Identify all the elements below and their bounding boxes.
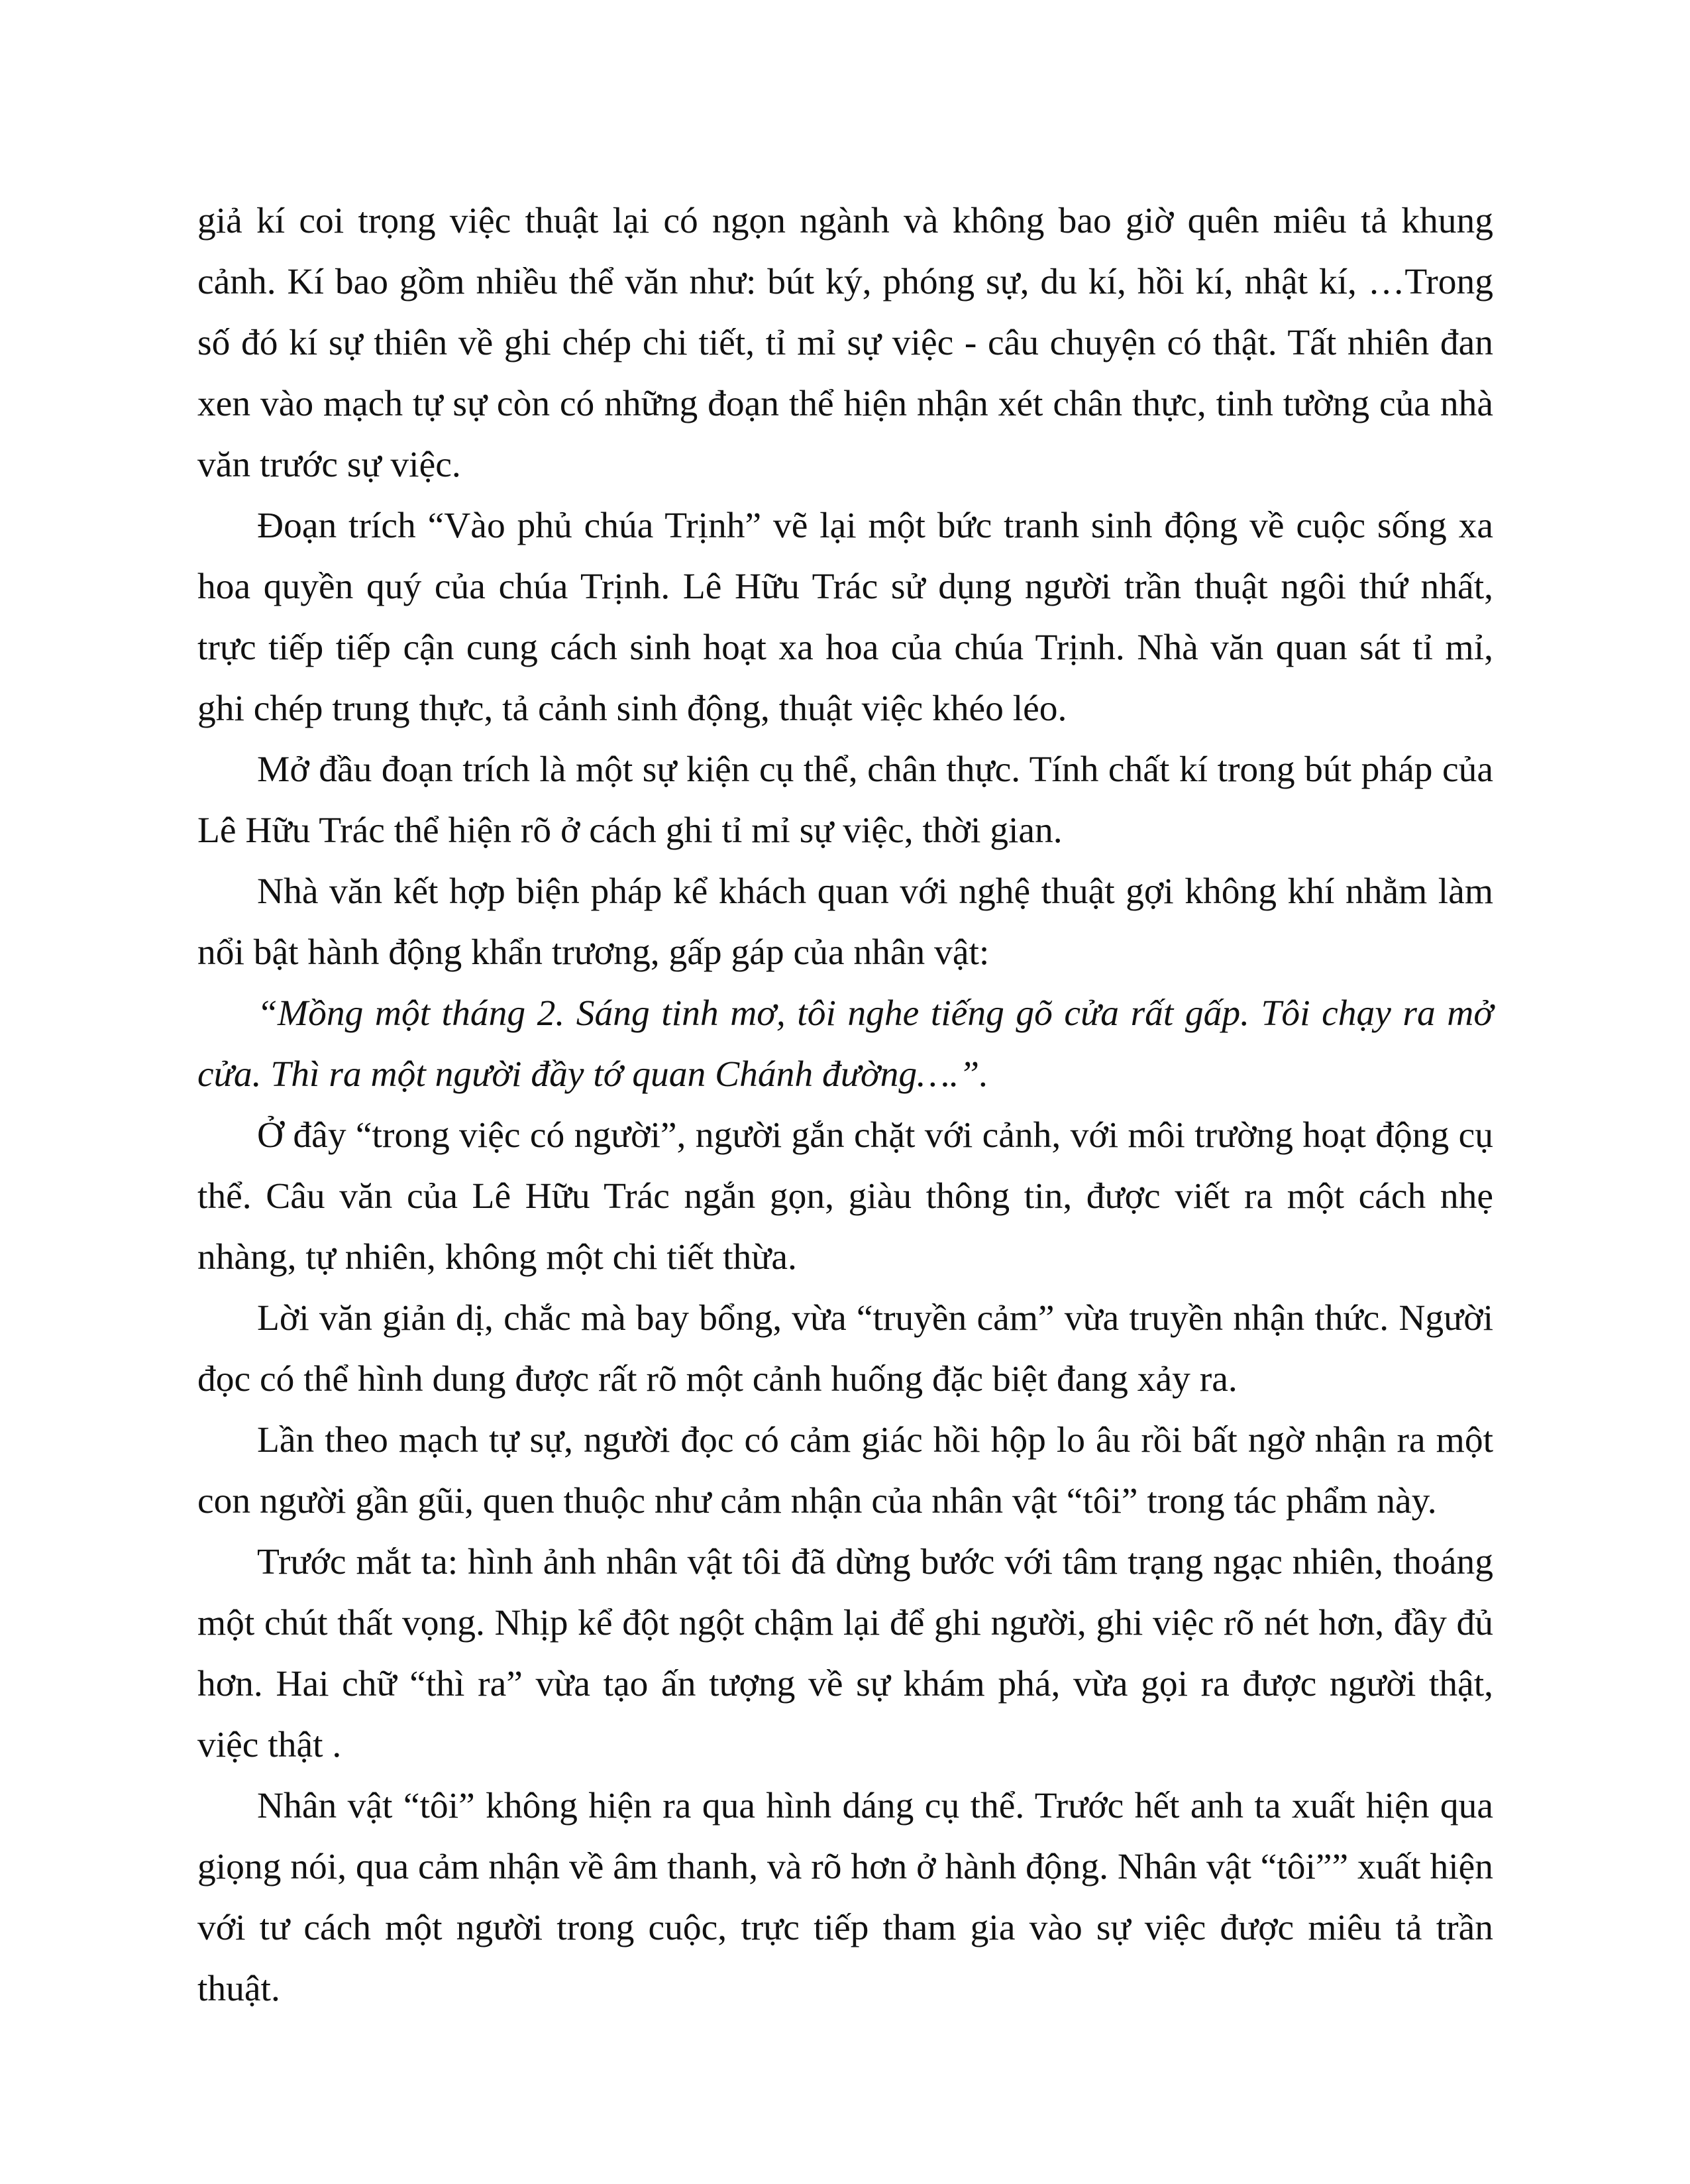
paragraph-continuation: giả kí coi trọng việc thuật lại có ngọn ngành và không bao giờ quên miêu tả khung cảnh. Kí bao gồm nhiều thể văn như: bút ký, phóng sự, du kí, hồi kí, nhật kí, …Trong số đó kí sự thiên về ghi chép chi tiết, tỉ mỉ sự việc - câu chuyện có thật. Tất nhiên đan xen vào mạch tự sự còn có những đoạn thể hiện nhận xét chân thực, tinh tường của nhà văn trước sự việc. — [197, 201, 1493, 485]
paragraph: Lần theo mạch tự sự, người đọc có cảm giác hồi hộp lo âu rồi bất ngờ nhận ra một con người gần gũi, quen thuộc như cảm nhận của nhân vật “tôi” trong tác phẩm này. — [197, 1420, 1493, 1521]
paragraph: Lời văn giản dị, chắc mà bay bổng, vừa “truyền cảm” vừa truyền nhận thức. Người đọc có thể hình dung được rất rõ một cảnh huống đặc biệt đang xảy ra. — [197, 1298, 1493, 1399]
paragraph: Mở đầu đoạn trích là một sự kiện cụ thể, chân thực. Tính chất kí trong bút pháp của Lê Hữu Trác thể hiện rõ ở cách ghi tỉ mỉ sự việc, thời gian. — [197, 749, 1493, 851]
paragraph: Trước mắt ta: hình ảnh nhân vật tôi đã dừng bước với tâm trạng ngạc nhiên, thoáng một chút thất vọng. Nhịp kể đột ngột chậm lại để ghi người, ghi việc rõ nét hơn, đầy đủ hơn. Hai chữ “thì ra” vừa tạo ấn tượng về sự khám phá, vừa gọi ra được người thật, việc thật . — [197, 1542, 1493, 1765]
paragraph: Đoạn trích “Vào phủ chúa Trịnh” vẽ lại một bức tranh sinh động về cuộc sống xa hoa quyền quý của chúa Trịnh. Lê Hữu Trác sử dụng người trần thuật ngôi thứ nhất, trực tiếp tiếp cận cung cách sinh hoạt xa hoa của chúa Trịnh. Nhà văn quan sát tỉ mỉ, ghi chép trung thực, tả cảnh sinh động, thuật việc khéo léo. — [197, 506, 1493, 729]
paragraph: Ở đây “trong việc có người”, người gắn chặt với cảnh, với môi trường hoạt động cụ thể. Câu văn của Lê Hữu Trác ngắn gọn, giàu thông tin, được viết ra một cách nhẹ nhàng, tự nhiên, không một chi tiết thừa. — [197, 1115, 1493, 1278]
paragraph: Nhân vật “tôi” không hiện ra qua hình dáng cụ thể. Trước hết anh ta xuất hiện qua giọng nói, qua cảm nhận về âm thanh, và rõ hơn ở hành động. Nhân vật “tôi”” xuất hiện với tư cách một người trong cuộc, trực tiếp tham gia vào sự việc được miêu tả trần thuật. — [197, 1786, 1493, 2009]
quoted-passage: “Mồng một tháng 2. Sáng tinh mơ, tôi nghe tiếng gõ cửa rất gấp. Tôi chạy ra mở cửa. Thì ra một người đầy tớ quan Chánh đường….”. — [197, 993, 1493, 1095]
paragraph: Nhà văn kết hợp biện pháp kể khách quan với nghệ thuật gợi không khí nhằm làm nổi bật hành động khẩn trương, gấp gáp của nhân vật: — [197, 871, 1493, 973]
document-body — [197, 191, 1493, 2020]
